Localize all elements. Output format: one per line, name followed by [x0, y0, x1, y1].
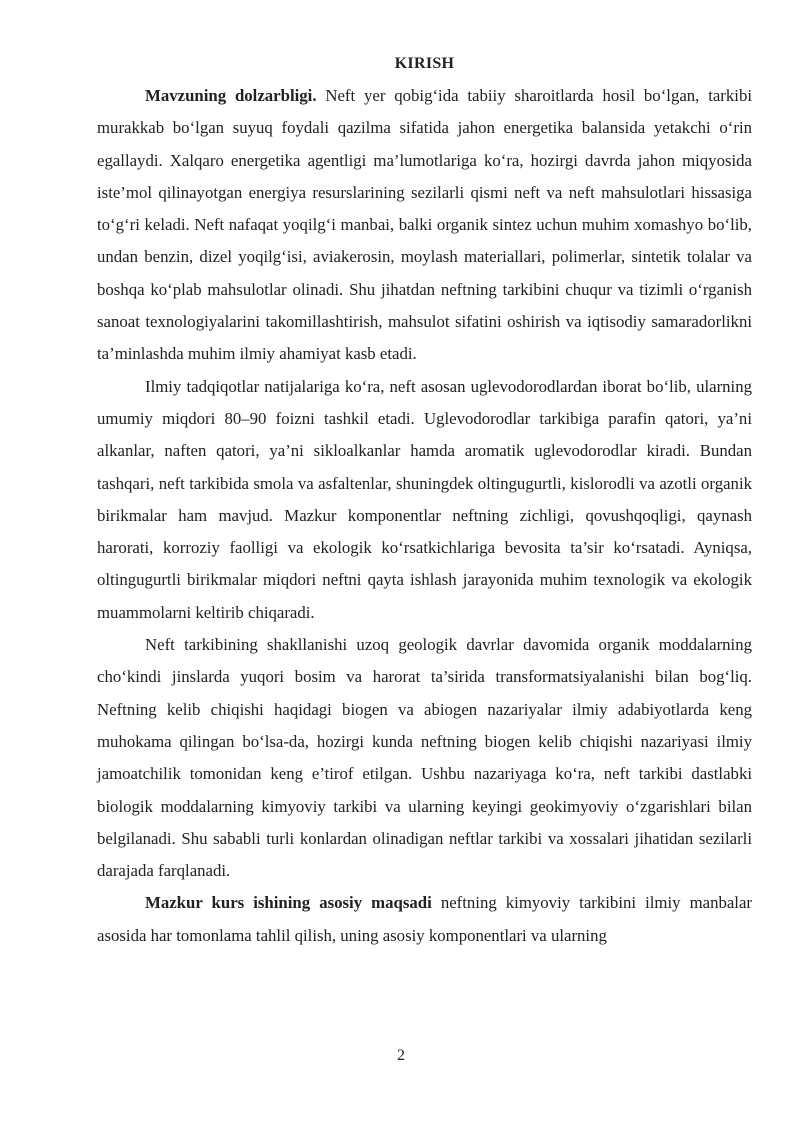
page-number: 2	[397, 1047, 405, 1064]
paragraph-text: Neft yer qobig‘ida tabiiy sharoitlarda hosil bo‘lgan, tarkibi murakkab bo‘lgan suyuq foydali qazilma sifatida jahon energetika balansida yetakchi o‘rin egallaydi. Xalqaro energetika agentligi ma’lumotlariga ko‘ra, hozirgi davrda jahon miqyosida iste’mol qilinayotgan energiya resurslarining sezilarli qismi neft va neft mahsulotlari hissasiga to‘g‘ri keladi. Neft nafaqat yoqilg‘i manbai, balki organik sintez uchun muhim xomashyo bo‘lib, undan benzin, dizel yoqilg‘isi, aviakerosin, moylash materiallari, polimerlar, sintetik tolalar va boshqa ko‘plab mahsulotlar olinadi. Shu jihatdan neftning tarkibini chuqur va tizimli o‘rganish sanoat texnologiyalarini takomillashtirish, mahsulot sifatini oshirish va iqtisodiy samaradorlikni ta’minlashda muhim ilmiy ahamiyat kasb etadi.	[97, 86, 752, 364]
paragraph-composition	[97, 371, 752, 629]
paragraph-text: Neft tarkibining shakllanishi uzoq geologik davrlar davomida organik moddalarning cho‘kindi jinslarda yuqori bosim va harorat ta’sirida transformatsiyalanishi bilan bog‘liq. Neftning kelib chiqishi haqidagi biogen va abiogen nazariyalar ilmiy adabiyotlarda keng muhokama qilingan bo‘lsa-da, hozirgi kunda neftning biogen kelib chiqishi nazariyasi ilmiy jamoatchilik tomonidan keng e’tirof etilgan. Ushbu nazariyaga ko‘ra, neft tarkibi dastlabki biologik moddalarning kimyoviy tarkibi va ularning keyingi geokimyoviy o‘zgarishlari bilan belgilanadi. Shu sababli turli konlardan olinadigan neftlar tarkibi va xossalari jihatidan sezilarli darajada farqlanadi.	[97, 635, 752, 881]
paragraph-text: neftning kimyoviy tarkibini ilmiy manbalar asosida har tomonlama tahlil qilish, uning asosiy komponentlari va ularning	[97, 893, 752, 945]
paragraph-goal	[97, 887, 752, 952]
paragraph-relevance	[97, 80, 752, 371]
paragraph-text: Ilmiy tadqiqotlar natijalariga ko‘ra, neft asosan uglevodorodlardan iborat bo‘lib, ularning umumiy miqdori 80–90 foizni tashkil etadi. Uglevodorodlar tarkibiga parafin qatori, ya’ni alkanlar, naften qatori, ya’ni sikloalkanlar hamda aromatik uglevodorodlar kiradi. Bundan tashqari, neft tarkibida smola va asfaltenlar, shuningdek oltingugurtli, kislorodli va azotli organik birikmalar ham mavjud. Mazkur komponentlar neftning zichligi, qovushqoqligi, qaynash harorati, korroziy faolligi va ekologik ko‘rsatkichlariga bevosita ta’sir ko‘rsatadi. Ayniqsa, oltingugurtli birikmalar miqdori neftni qayta ishlash jarayonida muhim texnologik va ekologik muammolarni keltirib chiqaradi.	[97, 376, 752, 622]
paragraph-lead: Mavzuning dolzarbligi.	[145, 86, 317, 105]
paragraph-origin	[97, 629, 752, 887]
section-title: KIRISH	[394, 55, 455, 72]
paragraph-lead: Mazkur kurs ishining asosiy maqsadi	[145, 893, 432, 913]
